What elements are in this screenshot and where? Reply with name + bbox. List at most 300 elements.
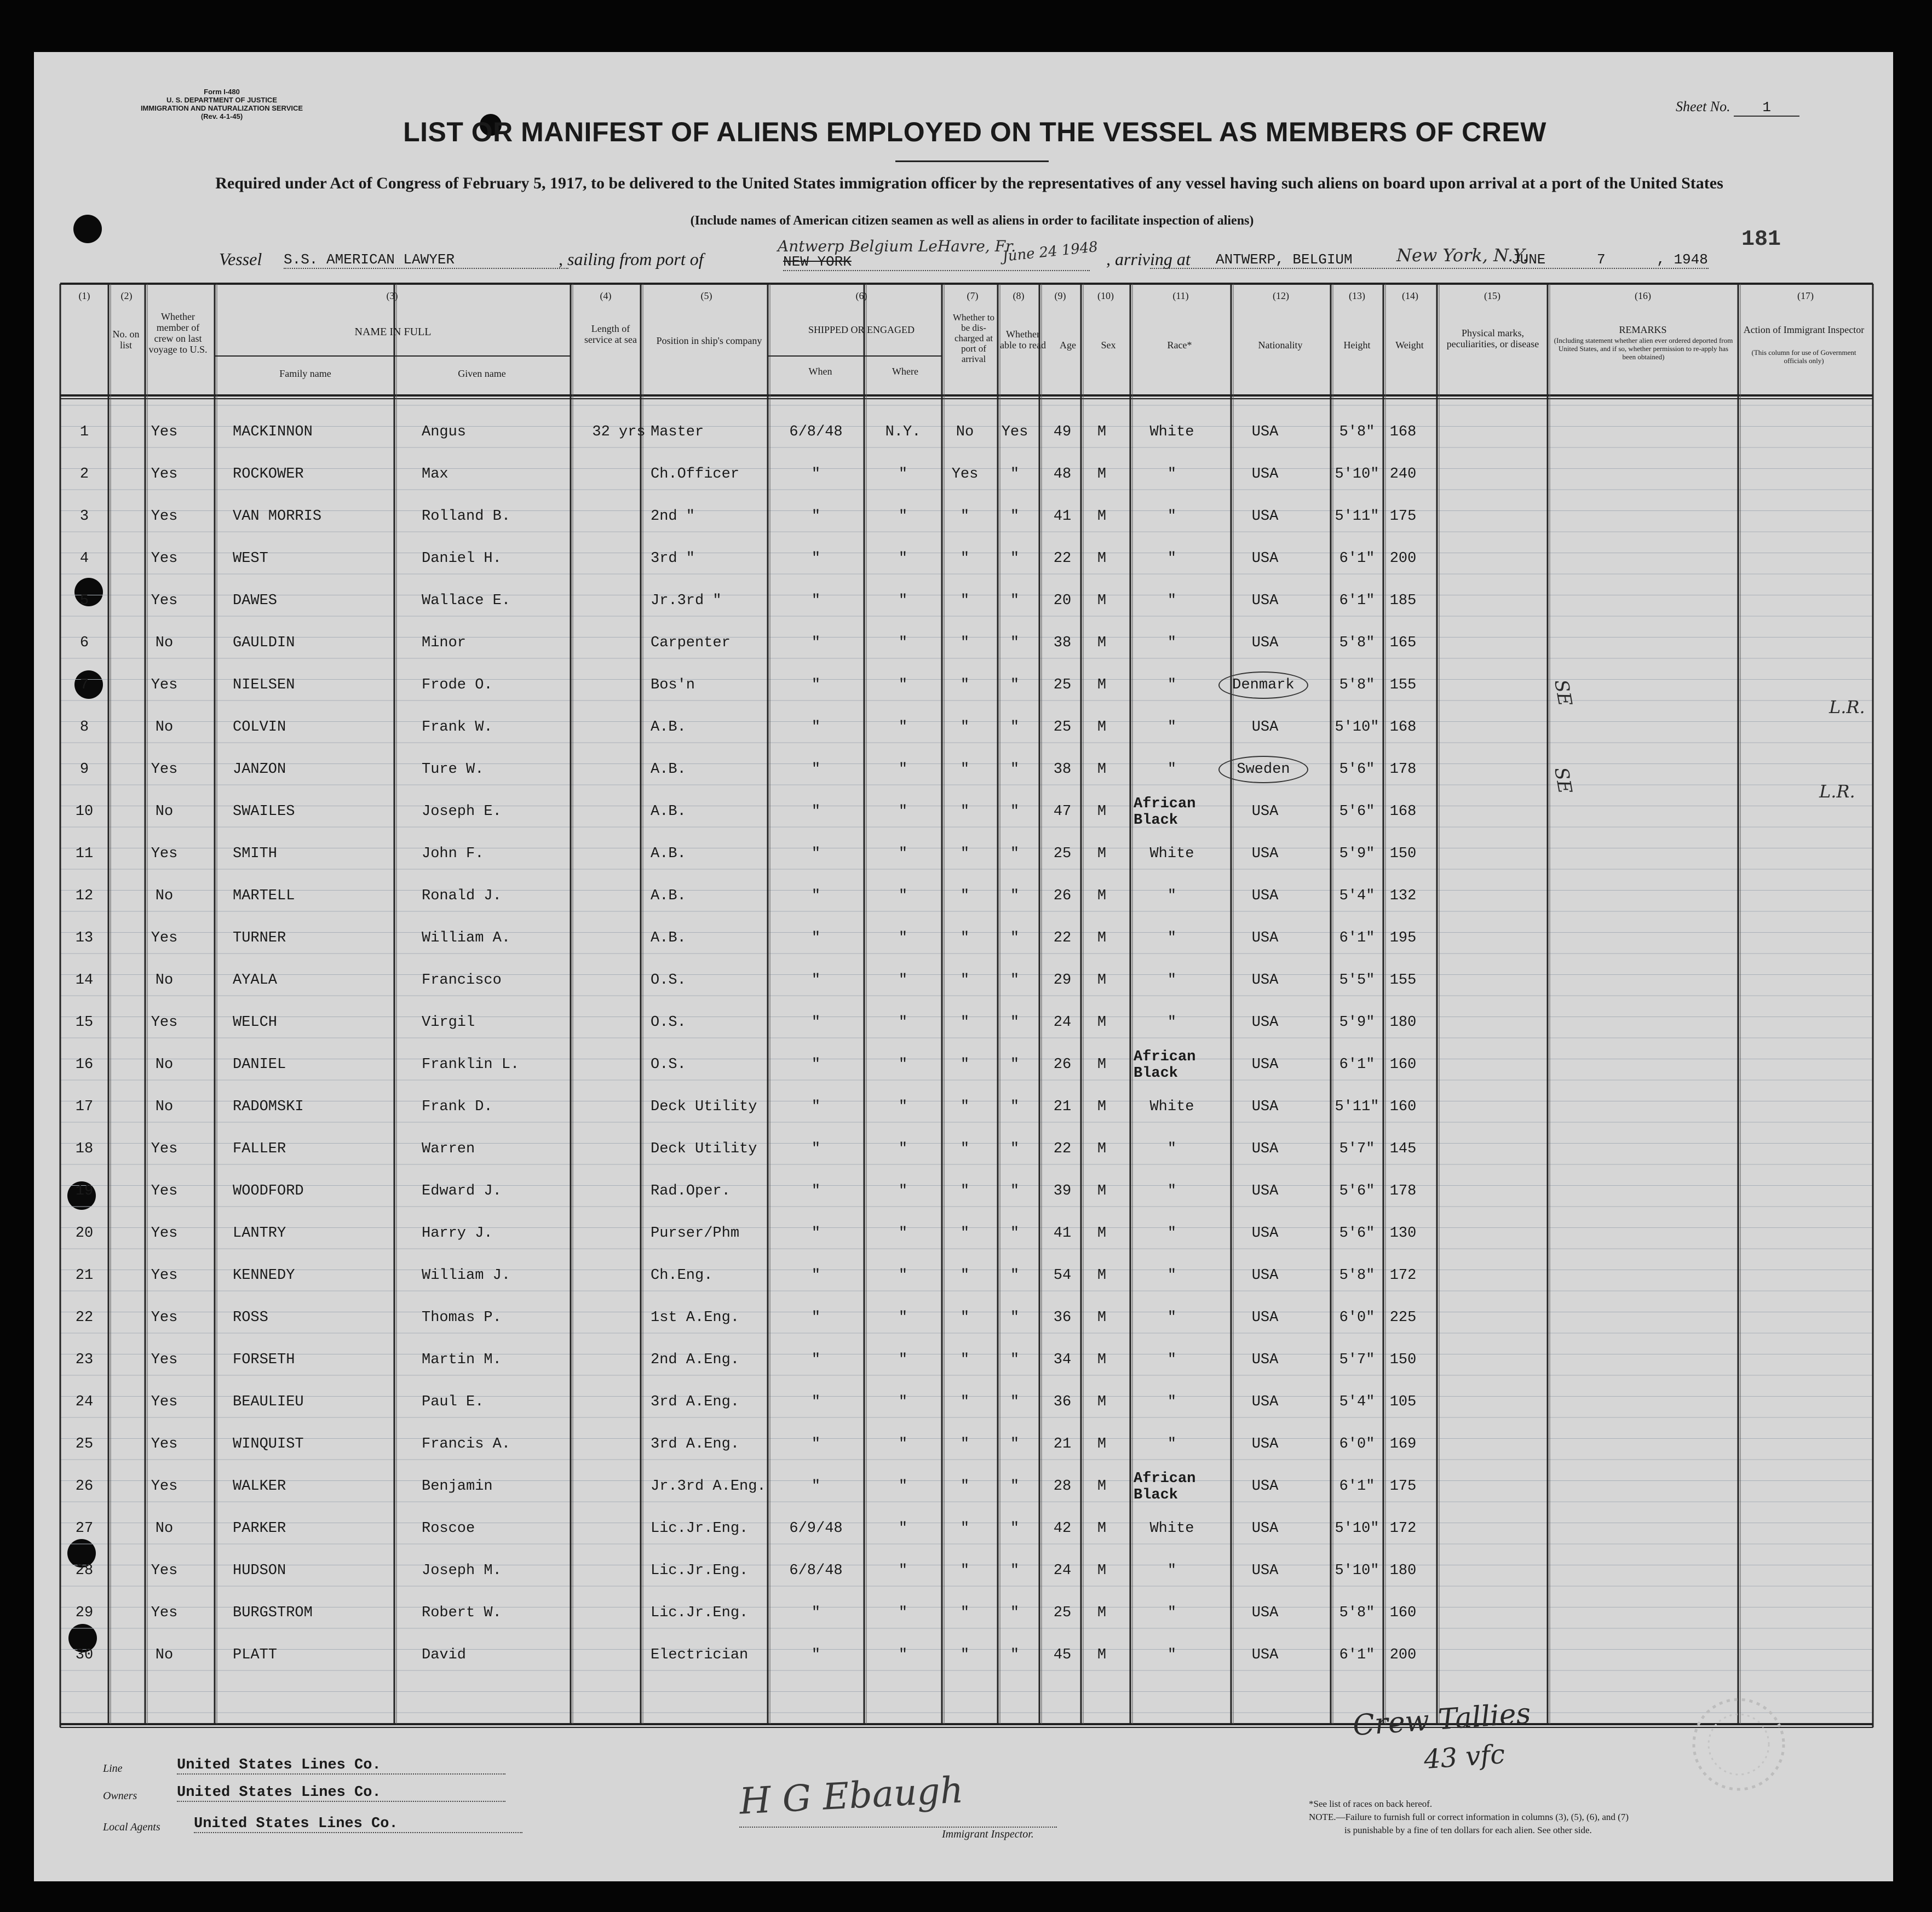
arriving-label: , arriving at [1106, 249, 1191, 269]
cell-able-to-read: " [1010, 1394, 1020, 1410]
owners-label: Owners [103, 1790, 137, 1802]
header-where: Where [892, 366, 918, 377]
cell-discharged: " [960, 593, 970, 609]
cell-discharged: " [960, 1436, 970, 1452]
cell-family-name: KENNEDY [233, 1267, 295, 1284]
cell-age: 36 [1053, 1310, 1072, 1326]
cell-race: " [1167, 466, 1177, 483]
cell-discharged: " [960, 719, 970, 736]
cell-race: " [1167, 1436, 1177, 1452]
cell-nationality: USA [1251, 1267, 1279, 1284]
cell-crew-last-voyage: Yes [151, 1310, 178, 1326]
cell-height: 6'0" [1339, 1310, 1375, 1326]
cell-nationality: USA [1251, 1310, 1279, 1326]
cell-race: " [1167, 888, 1177, 904]
cell-crew-last-voyage: Yes [151, 508, 178, 525]
cell-crew-last-voyage: No [155, 1057, 174, 1073]
cell-shipped-where: " [898, 1394, 908, 1410]
cell-weight: 178 [1389, 1183, 1417, 1199]
cell-shipped-when: " [811, 1605, 821, 1621]
cell-nationality: USA [1251, 1478, 1279, 1495]
cell-position: Deck Utility [651, 1099, 757, 1115]
header-shipped-or-engaged: SHIPPED OR ENGAGED [808, 324, 915, 335]
header-remarks: REMARKS [1619, 324, 1667, 335]
footer-line-row [103, 1757, 519, 1777]
cell-height: 5'6" [1339, 1183, 1375, 1199]
cell-nationality: USA [1251, 424, 1279, 440]
footer-agents-row [103, 1816, 541, 1835]
cell-weight: 168 [1389, 803, 1417, 820]
remark-row-9: SE [1550, 765, 1576, 796]
cell-age: 24 [1053, 1014, 1072, 1031]
cell-weight: 160 [1389, 1099, 1417, 1115]
cell-given-name: Rolland B. [422, 508, 511, 525]
cell-discharged: " [960, 930, 970, 946]
cell-shipped-when: " [811, 930, 821, 946]
cell-sex: M [1097, 677, 1107, 693]
cell-sex: M [1097, 1225, 1107, 1242]
crew-tally-note: Crew Tallies [1352, 1697, 1532, 1743]
cell-sex: M [1097, 1057, 1107, 1073]
cell-able-to-read: " [1010, 1099, 1020, 1115]
cell-sex: M [1097, 1394, 1107, 1410]
cell-shipped-where: " [898, 508, 908, 525]
cell-row-number: 25 [75, 1436, 94, 1452]
cell-shipped-where: " [898, 930, 908, 946]
cell-age: 48 [1053, 466, 1072, 483]
cell-nationality: USA [1251, 1099, 1279, 1115]
cell-age: 26 [1053, 1057, 1072, 1073]
cell-sex: M [1097, 719, 1107, 736]
cell-position: Rad.Oper. [651, 1183, 731, 1199]
cell-discharged: " [960, 508, 970, 525]
cell-position: O.S. [651, 1014, 686, 1031]
cell-shipped-when: " [811, 1183, 821, 1199]
subtitle-note: (Include names of American citizen seamen as well as aliens in order to facilitate inspection of aliens) [690, 214, 1254, 228]
cell-given-name: William A. [422, 930, 511, 946]
cell-height: 6'1" [1339, 593, 1375, 609]
cell-row-number: 13 [75, 930, 94, 946]
column-number: (5) [700, 290, 712, 301]
penalty-note-2: is punishable by a fine of ten dollars for each alien. See other side. [1344, 1825, 1592, 1835]
cell-shipped-when: " [811, 635, 821, 651]
cell-given-name: Minor [422, 635, 467, 651]
cell-crew-last-voyage: Yes [151, 930, 178, 946]
cell-nationality: USA [1251, 1352, 1279, 1368]
cell-given-name: David [422, 1647, 467, 1663]
cell-race: " [1167, 1310, 1177, 1326]
cell-height: 5'10" [1335, 1520, 1379, 1537]
cell-family-name: VAN MORRIS [233, 508, 322, 525]
header-nationality: Nationality [1258, 340, 1303, 351]
sailing-from: NEW YORK [783, 254, 1090, 271]
cell-age: 36 [1053, 1394, 1072, 1410]
cell-nationality: USA [1251, 1394, 1279, 1410]
cell-shipped-when: " [811, 1647, 821, 1663]
cell-given-name: Warren [422, 1141, 475, 1157]
cell-discharged: " [960, 1183, 970, 1199]
cell-discharged: " [960, 1014, 970, 1031]
cell-row-number: 30 [75, 1647, 94, 1663]
header-no: No. on list [112, 329, 140, 351]
cell-shipped-when: " [811, 846, 821, 862]
cell-nationality: USA [1251, 1605, 1279, 1621]
cell-family-name: FALLER [233, 1141, 286, 1157]
cell-nationality: USA [1251, 1563, 1279, 1579]
cell-given-name: Francisco [422, 972, 502, 989]
cell-sex: M [1097, 1310, 1107, 1326]
cell-weight: 180 [1389, 1563, 1417, 1579]
cell-crew-last-voyage: Yes [151, 846, 178, 862]
cell-able-to-read: " [1010, 1141, 1020, 1157]
cell-shipped-where: " [898, 888, 908, 904]
cell-given-name: Frode O. [422, 677, 493, 693]
cell-height: 5'8" [1339, 1605, 1375, 1621]
cell-discharged: " [960, 1141, 970, 1157]
cell-given-name: Benjamin [422, 1478, 493, 1495]
cell-shipped-where: " [898, 1267, 908, 1284]
cell-age: 25 [1053, 677, 1072, 693]
cell-weight: 160 [1389, 1605, 1417, 1621]
cell-race: " [1167, 930, 1177, 946]
cell-shipped-where: " [898, 1183, 908, 1199]
cell-shipped-when: " [811, 508, 821, 525]
cell-able-to-read: " [1010, 1478, 1020, 1495]
cell-crew-last-voyage: Yes [151, 550, 178, 567]
cell-shipped-where: " [898, 1352, 908, 1368]
cell-shipped-when: " [811, 1352, 821, 1368]
cell-race: " [1167, 1647, 1177, 1663]
cell-given-name: Angus [422, 424, 467, 440]
cell-position: Electrician [651, 1647, 749, 1663]
cell-weight: 180 [1389, 1014, 1417, 1031]
cell-nationality: USA [1251, 1647, 1279, 1663]
arriving-at: ANTWERP, BELGIUM [1150, 251, 1709, 269]
cell-sex: M [1097, 930, 1107, 946]
cell-discharged: " [960, 888, 970, 904]
cell-weight: 169 [1389, 1436, 1417, 1452]
cell-nationality: USA [1251, 888, 1279, 904]
cell-height: 5'7" [1339, 1352, 1375, 1368]
cell-row-number: 22 [75, 1310, 94, 1326]
cell-shipped-where: " [898, 719, 908, 736]
cell-able-to-read: " [1010, 803, 1020, 820]
column-number: (6) [855, 290, 867, 301]
cell-able-to-read: " [1010, 846, 1020, 862]
cell-race: " [1167, 550, 1177, 567]
cell-height: 6'1" [1339, 1057, 1375, 1073]
cell-shipped-when: " [811, 466, 821, 483]
cell-position: 1st A.Eng. [651, 1310, 740, 1326]
cell-row-number: 3 [79, 508, 89, 525]
cell-shipped-where: " [898, 1141, 908, 1157]
cell-weight: 175 [1389, 508, 1417, 525]
cell-shipped-where: " [898, 677, 908, 693]
cell-shipped-when: " [811, 1014, 821, 1031]
cell-height: 5'5" [1339, 972, 1375, 989]
cell-nationality: USA [1251, 593, 1279, 609]
column-number: (4) [600, 290, 612, 301]
cell-crew-last-voyage: Yes [151, 1225, 178, 1242]
cell-shipped-where: " [898, 593, 908, 609]
cell-family-name: AYALA [233, 972, 278, 989]
arriving-handwritten: New York, N.Y. [1396, 245, 1528, 266]
column-number: (15) [1484, 290, 1500, 301]
cell-race: " [1167, 972, 1177, 989]
races-note: *See list of races on back hereof. [1309, 1799, 1433, 1809]
cell-discharged: " [960, 972, 970, 989]
cell-nationality: Sweden [1218, 756, 1308, 783]
cell-sex: M [1097, 1647, 1107, 1663]
cell-height: 5'8" [1339, 635, 1375, 651]
cell-crew-last-voyage: No [155, 972, 174, 989]
cell-race: " [1167, 761, 1177, 778]
cell-given-name: Edward J. [422, 1183, 502, 1199]
cell-height: 5'10" [1335, 466, 1379, 483]
cell-age: 24 [1053, 1563, 1072, 1579]
cell-nationality: USA [1251, 846, 1279, 862]
cell-height: 5'6" [1339, 803, 1375, 820]
cell-sex: M [1097, 846, 1107, 862]
header-race: Race* [1167, 340, 1192, 351]
cell-shipped-where: " [898, 1099, 908, 1115]
cell-crew-last-voyage: No [155, 1647, 174, 1663]
cell-height: 5'4" [1339, 888, 1375, 904]
cell-weight: 225 [1389, 1310, 1417, 1326]
cell-position: A.B. [651, 930, 686, 946]
penalty-note: NOTE.—Failure to furnish full or correct information in columns (3), (5), (6), and (7) [1309, 1812, 1629, 1822]
cell-sex: M [1097, 424, 1107, 440]
cell-family-name: BEAULIEU [233, 1394, 304, 1410]
cell-crew-last-voyage: Yes [151, 1267, 178, 1284]
remark-row-7: SE [1550, 677, 1576, 708]
cell-shipped-when: " [811, 1310, 821, 1326]
cell-position: 3rd A.Eng. [651, 1436, 740, 1452]
inspector-label: Immigrant Inspector. [942, 1828, 1034, 1840]
cell-position: O.S. [651, 972, 686, 989]
cell-age: 49 [1053, 424, 1072, 440]
cell-row-number: 6 [79, 635, 89, 651]
cell-given-name: William J. [422, 1267, 511, 1284]
cell-crew-last-voyage: No [155, 888, 174, 904]
cell-sex: M [1097, 972, 1107, 989]
cell-given-name: Wallace E. [422, 593, 511, 609]
cell-sex: M [1097, 508, 1107, 525]
cell-row-number: 15 [75, 1014, 94, 1031]
header-discharged: Whether to be dis-charged at port of arrival [953, 312, 994, 364]
cell-discharged: " [960, 846, 970, 862]
cell-position: Ch.Eng. [651, 1267, 713, 1284]
cell-able-to-read: " [1010, 1563, 1020, 1579]
cell-able-to-read: " [1010, 466, 1020, 483]
cell-crew-last-voyage: Yes [151, 1014, 178, 1031]
cell-sex: M [1097, 1436, 1107, 1452]
cell-family-name: HUDSON [233, 1563, 286, 1579]
cell-shipped-when: " [811, 1267, 821, 1284]
cell-race: " [1167, 1141, 1177, 1157]
cell-family-name: SWAILES [233, 803, 295, 820]
cell-position: A.B. [651, 803, 686, 820]
cell-shipped-when: 6/9/48 [789, 1520, 843, 1537]
cell-race: White [1149, 846, 1194, 862]
cell-discharged: " [960, 1352, 970, 1368]
cell-weight: 200 [1389, 550, 1417, 567]
cell-height: 5'10" [1335, 1563, 1379, 1579]
cell-given-name: Ronald J. [422, 888, 502, 904]
column-number: (14) [1402, 290, 1418, 301]
cell-shipped-when: 6/8/48 [789, 424, 843, 440]
cell-sex: M [1097, 1352, 1107, 1368]
header-able-to-read: Whether able to read [1000, 329, 1046, 351]
cell-nationality: USA [1251, 1436, 1279, 1452]
cell-family-name: DAWES [233, 593, 278, 609]
cell-crew-last-voyage: Yes [151, 424, 178, 440]
cell-able-to-read: " [1010, 1605, 1020, 1621]
cell-sex: M [1097, 888, 1107, 904]
cell-position: O.S. [651, 1057, 686, 1073]
cell-shipped-when: " [811, 719, 821, 736]
cell-age: 54 [1053, 1267, 1072, 1284]
cell-shipped-where: " [898, 635, 908, 651]
header-age: Age [1060, 340, 1076, 351]
cell-crew-last-voyage: Yes [151, 1436, 178, 1452]
cell-discharged: " [960, 1478, 970, 1495]
signature-rule [739, 1827, 1057, 1828]
cell-row-number: 20 [75, 1225, 94, 1242]
cell-weight: 178 [1389, 761, 1417, 778]
cell-shipped-where: " [898, 466, 908, 483]
cell-row-number: 7 [79, 677, 89, 693]
cell-shipped-where: " [898, 761, 908, 778]
cell-nationality: USA [1251, 1141, 1279, 1157]
cell-weight: 165 [1389, 635, 1417, 651]
cell-row-number: 26 [75, 1478, 94, 1495]
cell-row-number: 24 [75, 1394, 94, 1410]
cell-age: 21 [1053, 1099, 1072, 1115]
cell-able-to-read: " [1010, 1520, 1020, 1537]
cell-age: 25 [1053, 719, 1072, 736]
cell-shipped-where: " [898, 550, 908, 567]
cell-race: White [1149, 1520, 1194, 1537]
cell-family-name: ROCKOWER [233, 466, 304, 483]
owners-company: United States Lines Co. [177, 1784, 505, 1802]
cell-height: 5'8" [1339, 1267, 1375, 1284]
cell-row-number: 27 [75, 1520, 94, 1537]
cell-row-number: 23 [75, 1352, 94, 1368]
cell-sex: M [1097, 1478, 1107, 1495]
vessel-label: Vessel [219, 249, 262, 269]
cell-height: 5'11" [1335, 1099, 1379, 1115]
cell-shipped-where: " [898, 1563, 908, 1579]
cell-shipped-where: " [898, 1520, 908, 1537]
cell-discharged: " [960, 1057, 970, 1073]
cell-race: White [1149, 1099, 1194, 1115]
cell-crew-last-voyage: Yes [151, 761, 178, 778]
cell-discharged: " [960, 635, 970, 651]
cell-weight: 155 [1389, 677, 1417, 693]
cell-shipped-when: 6/8/48 [789, 1563, 843, 1579]
cell-given-name: Harry J. [422, 1225, 493, 1242]
cell-weight: 150 [1389, 1352, 1417, 1368]
cell-race: " [1167, 677, 1177, 693]
form-revision: (Rev. 4-1-45) [200, 112, 243, 120]
footer-notes [1309, 1798, 1856, 1837]
cell-nationality: Denmark [1218, 671, 1308, 699]
cell-position: A.B. [651, 888, 686, 904]
cell-shipped-when: " [811, 761, 821, 778]
header-given-name: Given name [458, 368, 506, 379]
cell-shipped-when: " [811, 972, 821, 989]
cell-height: 5'6" [1339, 761, 1375, 778]
cell-position: Purser/Phm [651, 1225, 740, 1242]
cell-family-name: JANZON [233, 761, 286, 778]
cell-shipped-when: " [811, 1099, 821, 1115]
cell-given-name: Frank D. [422, 1099, 493, 1115]
cell-discharged: " [960, 803, 970, 820]
cell-age: 20 [1053, 593, 1072, 609]
cell-shipped-when: " [811, 803, 821, 820]
cell-discharged: " [960, 1225, 970, 1242]
cell-shipped-where: " [898, 803, 908, 820]
cell-shipped-where: " [898, 1225, 908, 1242]
cell-sex: M [1097, 466, 1107, 483]
cell-crew-last-voyage: Yes [151, 1394, 178, 1410]
cell-crew-last-voyage: Yes [151, 1478, 178, 1495]
cell-discharged: " [960, 550, 970, 567]
cell-nationality: USA [1251, 508, 1279, 525]
cell-nationality: USA [1251, 466, 1279, 483]
cell-age: 38 [1053, 761, 1072, 778]
cell-able-to-read: " [1010, 1267, 1020, 1284]
form-number: Form I-480 [204, 88, 240, 96]
cell-crew-last-voyage: No [155, 803, 174, 820]
cell-position: 3rd A.Eng. [651, 1394, 740, 1410]
cell-discharged: " [960, 1394, 970, 1410]
cell-age: 25 [1053, 1605, 1072, 1621]
cell-nationality: USA [1251, 1520, 1279, 1537]
cell-weight: 168 [1389, 719, 1417, 736]
cell-age: 34 [1053, 1352, 1072, 1368]
cell-able-to-read: Yes [1001, 424, 1028, 440]
cell-race: " [1167, 1605, 1177, 1621]
cell-shipped-when: " [811, 1394, 821, 1410]
cell-able-to-read: " [1010, 1647, 1020, 1663]
cell-crew-last-voyage: Yes [151, 677, 178, 693]
cell-nationality: USA [1251, 635, 1279, 651]
cell-able-to-read: " [1010, 1014, 1020, 1031]
cell-discharged: " [960, 1267, 970, 1284]
cell-given-name: Francis A. [422, 1436, 511, 1452]
official-seal [1684, 1690, 1793, 1799]
cell-able-to-read: " [1010, 1057, 1020, 1073]
cell-race: " [1167, 1352, 1177, 1368]
cell-position: Bos'n [651, 677, 695, 693]
cell-family-name: PLATT [233, 1647, 278, 1663]
cell-given-name: Paul E. [422, 1394, 484, 1410]
header-position: Position in ship's company [656, 335, 762, 346]
cell-row-number: 17 [75, 1099, 94, 1115]
cell-age: 22 [1053, 550, 1072, 567]
cell-weight: 172 [1389, 1267, 1417, 1284]
cell-given-name: Roscoe [422, 1520, 475, 1537]
header-height: Height [1343, 340, 1371, 351]
cell-family-name: ROSS [233, 1310, 268, 1326]
cell-weight: 145 [1389, 1141, 1417, 1157]
cell-row-number: 8 [79, 719, 89, 736]
cell-crew-last-voyage: No [155, 635, 174, 651]
cell-position: Carpenter [651, 635, 731, 651]
cell-position: Lic.Jr.Eng. [651, 1563, 749, 1579]
